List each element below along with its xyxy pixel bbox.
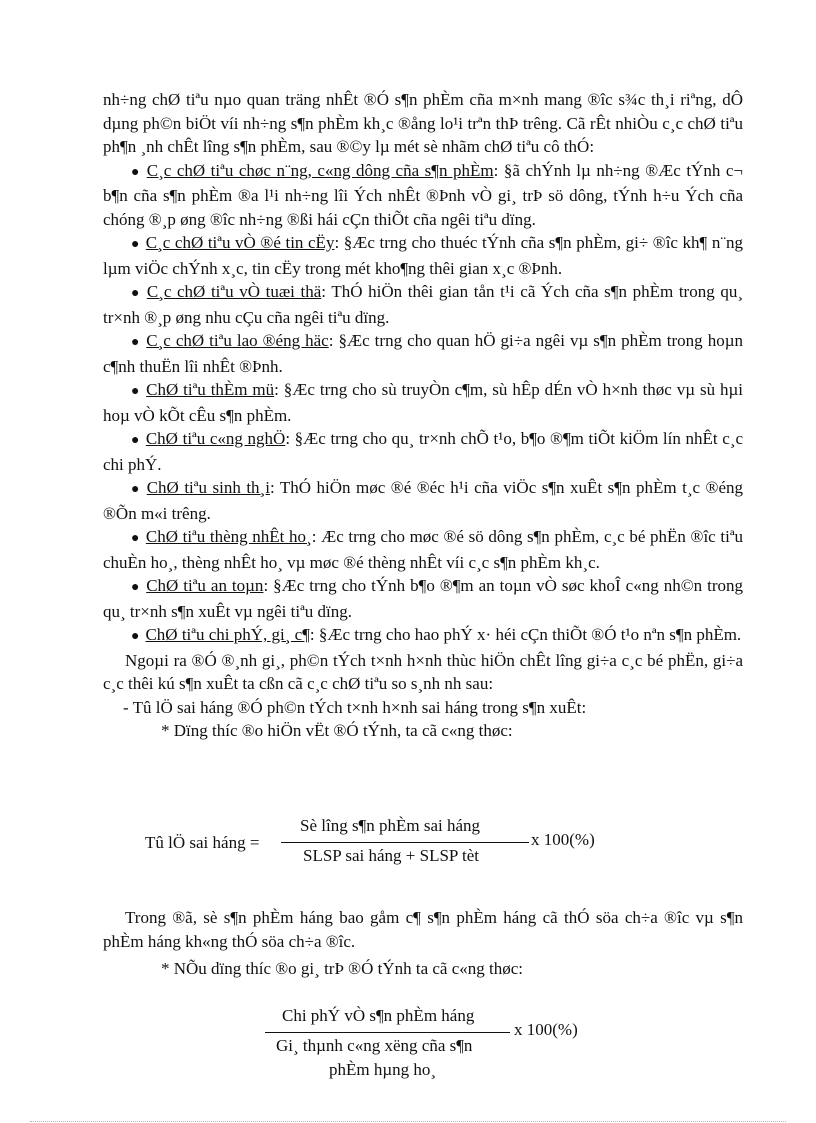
criteria-term: ChØ tiªu chi phÝ, gi¸ c¶ [145, 625, 310, 644]
criteria-term: C¸c chØ tiªu vÒ ®é tin cËy [145, 233, 335, 252]
criteria-term: C¸c chØ tiªu lao ®éng häc [146, 331, 329, 350]
criteria-item [103, 159, 743, 232]
lower-text [103, 906, 743, 981]
criteria-description: : §Æc trng cho quan hÖ gi÷a ngêi vµ s¶n phÈm trong hoµn c¶nh thuËn lîi nhÊt ®Þnh. [103, 331, 744, 376]
page-bottom-divider [30, 1121, 786, 1122]
formula2-multiplier: x 100(%) [514, 1020, 578, 1039]
criteria-term: ChØ tiªu thèng nhÊt ho¸ [145, 527, 312, 546]
formula-multiplier: x 100(%) [531, 830, 595, 849]
criteria-description: : §Æc trng cho qu¸ tr×nh chÕ t¹o, b¶o ®¶m tiÕt kiÖm lín nhÊt c¸c chi phÝ. [103, 429, 743, 474]
bullet-icon: ● [131, 433, 140, 448]
criteria-term: ChØ tiªu sinh th¸i [146, 478, 270, 497]
formula-denominator: SLSP sai háng + SLSP tèt [303, 846, 479, 865]
bullet-icon: ● [131, 482, 141, 497]
criteria-description: : Æc trng cho møc ®é sö dông s¶n phÈm, c¸c bé phËn ®îc tiªu chuÈn ho¸, thèng nhÊt ho¸ vµ møc ®é thèng nhÊt víi c¸c s¶n phÈm kh¸c. [103, 527, 744, 572]
criteria-description: : §Æc trng cho thuéc tÝnh cña s¶n phÈm, gi÷ ®îc kh¶ n¨ng lµm viÖc chÝnh x¸c, tin cËy trong mét kho¶ng thêi gian x¸c ®Þnh. [103, 233, 743, 278]
defect-definition-paragraph: Trong ®ã, sè s¶n phÈm háng bao gåm c¶ s¶n phÈm háng cã thÓ söa ch÷a ®îc vµ s¶n phÈm háng kh«ng thÓ söa ch÷a ®îc. [103, 908, 743, 951]
bullet-icon: ● [131, 384, 141, 399]
criteria-item [103, 329, 743, 378]
formula2-numerator: Chi phÝ vÒ s¶n phÈm háng [282, 1006, 475, 1025]
criteria-item [103, 280, 743, 329]
bullet-icon: ● [131, 531, 140, 546]
comparison-paragraph: Ngoµi ra ®Ó ®¸nh gi¸, ph©n tÝch t×nh h×nh thùc hiÖn chÊt lîng gi÷a c¸c bé phËn, gi÷a c¸c thêi kú s¶n xuÊt ta cßn cã c¸c chØ tiªu so s¸nh nh sau: [103, 650, 743, 693]
criteria-description: : §Æc trng cho tÝnh b¶o ®¶m an toµn vÒ søc khoÎ c«ng nh©n trong qu¸ tr×nh s¶n xuÊt vµ ngêi tiªu dïng. [103, 576, 743, 621]
defect-rate-heading: - Tû lÖ sai háng ®Ó ph©n tÝch t×nh h×nh sai háng trong s¶n xuÊt: [123, 697, 587, 717]
criteria-term: ChØ tiªu c«ng nghÖ [145, 429, 286, 448]
defect-rate-formula [145, 816, 625, 872]
formula2-denominator-line2: phÈm hµng ho¸ [329, 1060, 437, 1079]
criteria-item [103, 427, 743, 476]
bullet-icon: ● [131, 580, 141, 595]
value-measure-note: * NÕu dïng thíc ®o gi¸ trÞ ®Ó tÝnh ta cã c«ng thøc: [161, 959, 523, 978]
bullet-icon: ● [131, 286, 141, 301]
fraction-bar [281, 842, 529, 843]
criteria-item [103, 525, 743, 574]
bullet-icon: ● [131, 164, 141, 180]
defect-cost-formula [265, 1006, 625, 1086]
criteria-item [103, 378, 743, 427]
bullet-icon: ● [131, 237, 140, 252]
criteria-description: : §ã chÝnh lµ nh÷ng ®Æc tÝnh c¬ b¶n cña s¶n phÈm ®a l¹i nh÷ng lîi Ých nhÊt ®Þnh vÒ gi¸ trÞ sö dông, tÝnh h÷u Ých cña chóng ®¸p øng ®îc nh÷ng ®ßi hái cÇn thiÕt cña ngêi tiªu dïng. [103, 160, 743, 229]
physical-measure-note: * Dïng thíc ®o hiÖn vËt ®Ó tÝnh, ta cã c«ng thøc: [161, 721, 513, 740]
criteria-term: ChØ tiªu an toµn [146, 576, 264, 595]
criteria-term: C¸c chØ tiªu vÒ tuæi thä [146, 282, 322, 301]
criteria-description: : ThÓ hiÖn møc ®é ®éc h¹i cña viÖc s¶n xuÊt s¶n phÈm t¸c ®éng ®Õn m«i trêng. [103, 478, 743, 523]
bullet-icon: ● [131, 335, 141, 350]
criteria-term: C¸c chØ tiªu chøc n¨ng, c«ng dông cña s¶n phÈm [146, 160, 494, 180]
formula-lhs: Tû lÖ sai háng = [145, 833, 260, 852]
criteria-item [103, 476, 743, 525]
criteria-item [103, 231, 743, 280]
document-body [103, 88, 743, 743]
criteria-description: : §Æc trng cho hao phÝ x· héi cÇn thiÕt ®Ó t¹o nªn s¶n phÈm. [309, 625, 742, 644]
fraction-bar [265, 1032, 510, 1033]
formula2-denominator-line1: Gi¸ thµnh c«ng xëng cña s¶n [276, 1036, 473, 1055]
criteria-item [103, 623, 743, 649]
formula-numerator: Sè lîng s¶n phÈm sai háng [300, 816, 481, 835]
criteria-description: : ThÓ hiÖn thêi gian tån t¹i cã Ých cña s¶n phÈm trong qu¸ tr×nh ®¸p øng nhu cÇu cña ngêi tiªu dïng. [103, 282, 743, 327]
intro-paragraph: nh÷ng chØ tiªu nµo quan träng nhÊt ®Ó s¶n phÈm cña m×nh mang ®îc s¾c th¸i riªng, dÔ dµng ph©n biÖt víi nh÷ng s¶n phÈm kh¸c ®ång lo¹i trªn thÞ trêng. Cã rÊt nhiÒu c¸c chØ tiªu ph¶n ¸nh chÊt lîng s¶n phÈm, sau ®©y lµ mét sè nhãm chØ tiªu cô thÓ: [103, 90, 743, 156]
criteria-term: ChØ tiªu thÈm mü [146, 380, 275, 399]
criteria-item [103, 574, 743, 623]
criteria-list [103, 159, 743, 649]
bullet-icon: ● [131, 629, 140, 644]
criteria-description: : §Æc trng cho sù truyÒn c¶m, sù hÊp dÉn vÒ h×nh thøc vµ sù hµi hoµ vÒ kÕt cÊu s¶n phÈm. [103, 380, 743, 425]
